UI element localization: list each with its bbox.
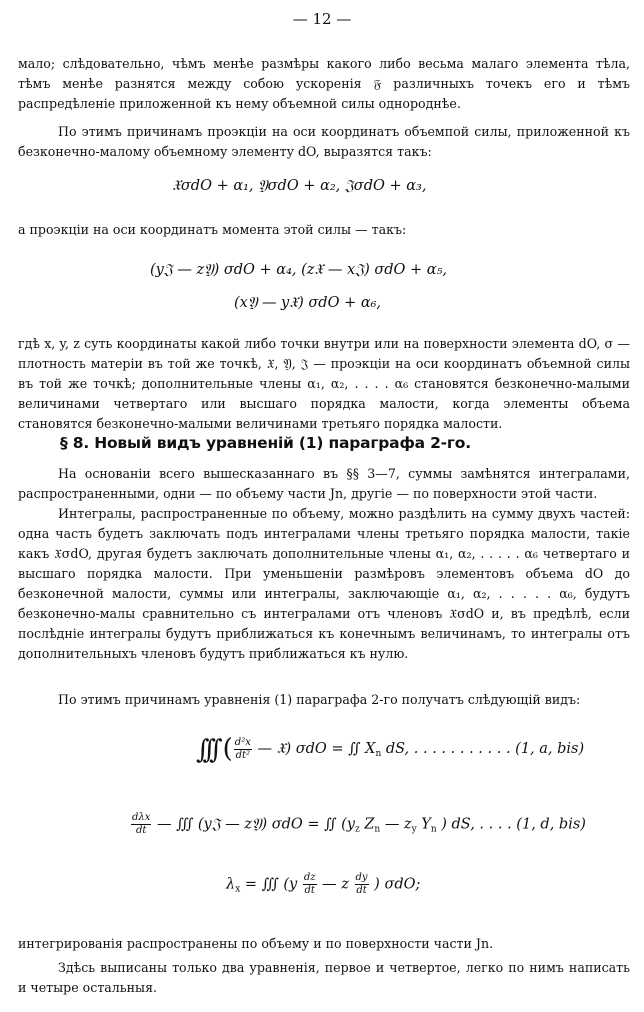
- equation-1d-bis: $\frac{\text{dλx}}{dt}$ — ∭ (y𝔍 — z𝔜) σdO = ∬ ($y_z$ $Z_n$ — $z_y$ $Y_n$ ) dS, . . . . (1, d, bis): [132, 812, 586, 836]
- paragraph-4: гдѣ x, y, z суть координаты какой либо точки внутри или на поверхности элемента dO, σ — плотность матеріи въ той же точкѣ, 𝔛, 𝔜, 𝔍 — проэкціи на оси координатъ объемной силы въ той же точкѣ; дополнительные члены α₁, α₂, . . . . α₆ становятся безконечно-малыми величинами четвертаго или высшаго порядка малости, когда элементы объема становятся безконечно-малыми величинами третьяго порядка малости.: [18, 336, 630, 431]
- page-number: — 12 —: [292, 10, 352, 28]
- paragraph-7: По этимъ причинамъ уравненія (1) параграфа 2-го получатъ слѣдующій видъ:: [58, 692, 581, 707]
- equation-moment-projections-1: (y𝔍 — z𝔜) σdO + α₄, (z𝔛 — x𝔍) σdO + α₅,: [150, 262, 447, 278]
- paragraph-2: По этимъ причинамъ проэкціи на оси координатъ объемпой силы, приложенной къ безконечно-малому объемному элементу dO, выразятся такъ:: [18, 124, 630, 159]
- paragraph-1: мало; слѣдовательно, чѣмъ менѣе размѣры какого либо весьма малаго элемента тѣла, тѣмъ менѣе разнятся между собою ускоренія 𝔉 различныхъ точекъ его и тѣмъ распредѣленіе приложенной къ нему объемной силы однороднѣе.: [18, 56, 630, 111]
- equation-lambda-x: $\lambda_x$ = ∭ (y $\frac{dz}{dt}$ — z $\frac{dy}{dt}$ ) σdO;: [226, 872, 421, 896]
- paragraph-5: На основаніи всего вышесказаннаго въ §§ 3—7, суммы замѣнятся интегралами, распространенными, одни — по объему части Jn, другіе — по поверхности этой части.: [18, 466, 630, 501]
- paragraph-8: интегрированія распространены по объему и по поверхности части Jn.: [18, 936, 494, 951]
- paragraph-6: Интегралы, распространенные по объему, можно раздѣлить на сумму двухъ частей: одна часть будетъ заключать подъ интегралами члены третьяго порядка малости, такіе какъ 𝔛σdO, другая будетъ заключать дополнительные члены α₁, α₂, . . . . . α₆ четвертаго и высшаго порядка малости. При уменьшеніи размѣровъ элементовъ объема dO до безконечной малости, суммы или интегралы, заключающіе α₁, α₂, . . . . . α₆, будутъ безконечно-малы сравнительно съ интегралами отъ членовъ 𝔛σdO и, въ предѣлѣ, если послѣдніе интегралы будутъ приближаться къ конечнымъ величинамъ, то интегралы отъ дополнительныхъ членовъ будутъ приближаться къ нулю.: [18, 506, 630, 661]
- equation-force-projections: 𝔛σdO + α₁, 𝔜σdO + α₂, 𝔍σdO + α₃,: [172, 178, 427, 194]
- paragraph-3: а проэкціи на оси координатъ момента этой силы — такъ:: [18, 222, 407, 237]
- equation-1a-bis: ∫∫∫ ( $\frac{\text{d²x}}{\text{dt²}}$ — 𝔛) σdO = ∬ $X_n$ dS, . . . . . . . . . . . (1, a, bis): [196, 734, 585, 765]
- equation-moment-projections-2: (x𝔜 — y𝔛) σdO + α₆,: [234, 295, 382, 311]
- section-heading: § 8. Новый видъ уравненій (1) параграфа 2-го.: [60, 434, 471, 452]
- paragraph-9: Здѣсь выписаны только два уравненія, первое и четвертое, легко по нимъ написать и четыре остальныя.: [18, 960, 630, 995]
